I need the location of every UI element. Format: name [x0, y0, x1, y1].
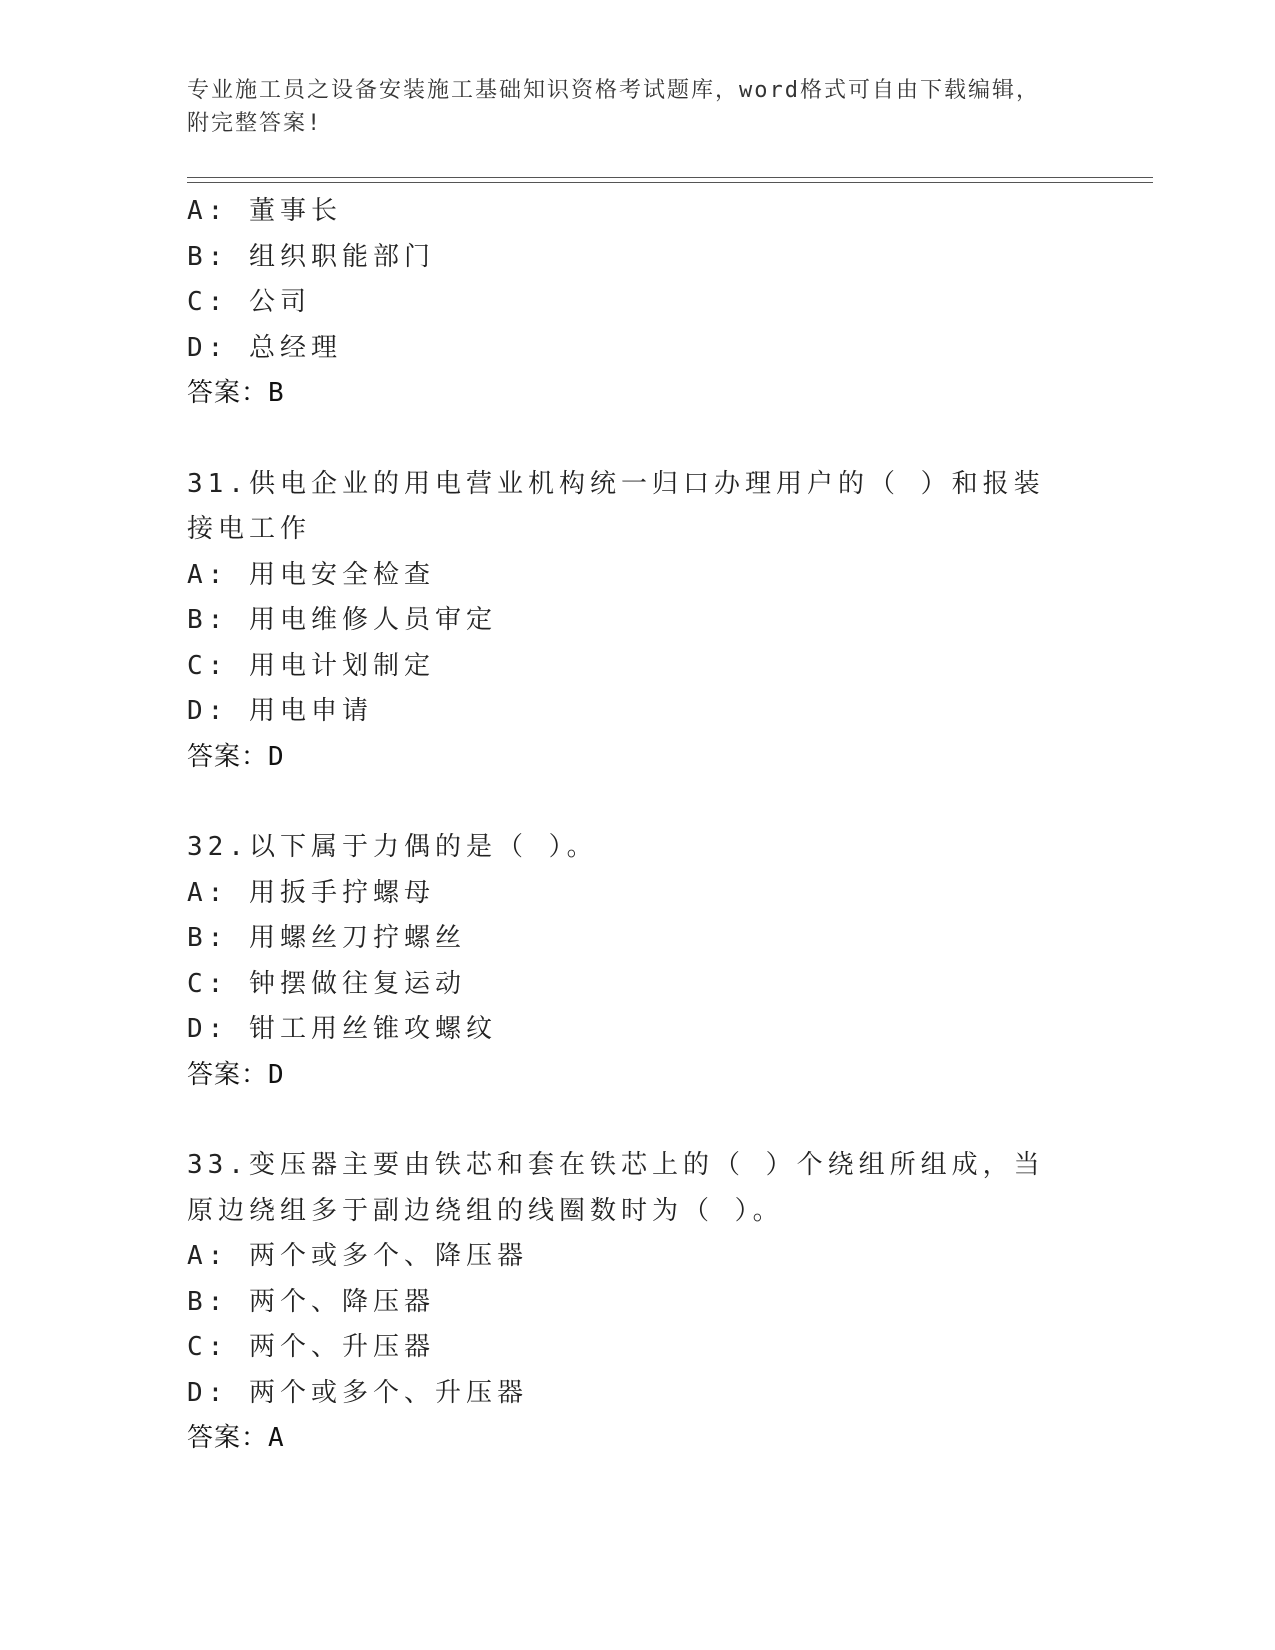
option-d: D: 钳工用丝锥攻螺纹: [187, 1014, 497, 1044]
document-header: [187, 74, 1067, 140]
option-d: D: 两个或多个、升压器: [187, 1377, 528, 1408]
question-stem: 32.以下属于力偶的是（ ）。: [187, 832, 598, 862]
option-c: C: 钟摆做往复运动: [187, 968, 466, 999]
header-divider-top: [187, 177, 1153, 178]
option-b: B: 两个、降压器: [187, 1286, 435, 1317]
answer-label: 答案：: [187, 1059, 269, 1090]
option-b: B: 用螺丝刀拧螺丝: [187, 923, 466, 953]
question-31: [187, 462, 1087, 781]
answer-value: D: [268, 741, 285, 772]
option-c: C: 用电计划制定: [187, 650, 435, 681]
answer-label: 答案：: [187, 741, 269, 772]
question-30: [187, 189, 1087, 417]
option-a: A: 董事长: [187, 196, 342, 226]
answer-line: [187, 371, 1087, 417]
answer-line: [187, 1053, 1087, 1099]
option-a: A: 两个或多个、降压器: [187, 1241, 528, 1271]
question-list: [187, 189, 1087, 1462]
option-b: B: 组织职能部门: [187, 241, 435, 272]
answer-value: B: [268, 378, 285, 408]
question-33: [187, 1143, 1087, 1462]
question-32: [187, 825, 1087, 1098]
answer-line: [187, 735, 1087, 781]
option-a: A: 用电安全检查: [187, 559, 435, 590]
answer-value: D: [268, 1059, 285, 1090]
header-line-2: 附完整答案!: [187, 111, 323, 136]
answer-label: 答案：: [187, 1423, 269, 1453]
question-stem: 31.供电企业的用电营业机构统一归口办理用户的（ ）和报装接电工作: [187, 468, 1045, 544]
answer-label: 答案：: [187, 378, 269, 408]
question-stem: 33.变压器主要由铁芯和套在铁芯上的（ ）个绕组所组成，当原边绕组多于副边绕组的线圈数时为（ ）。: [187, 1150, 1045, 1226]
header-divider-bottom: [187, 182, 1153, 183]
option-d: D: 总经理: [187, 332, 342, 363]
option-d: D: 用电申请: [187, 696, 373, 726]
option-a: A: 用扳手拧螺母: [187, 877, 435, 908]
answer-line: [187, 1416, 1087, 1462]
option-c: C: 公司: [187, 287, 311, 317]
option-b: B: 用电维修人员审定: [187, 605, 497, 635]
answer-value: A: [268, 1423, 285, 1453]
option-c: C: 两个、升压器: [187, 1332, 435, 1362]
header-line-1: 专业施工员之设备安装施工基础知识资格考试题库，word格式可自由下载编辑，: [187, 78, 1040, 103]
